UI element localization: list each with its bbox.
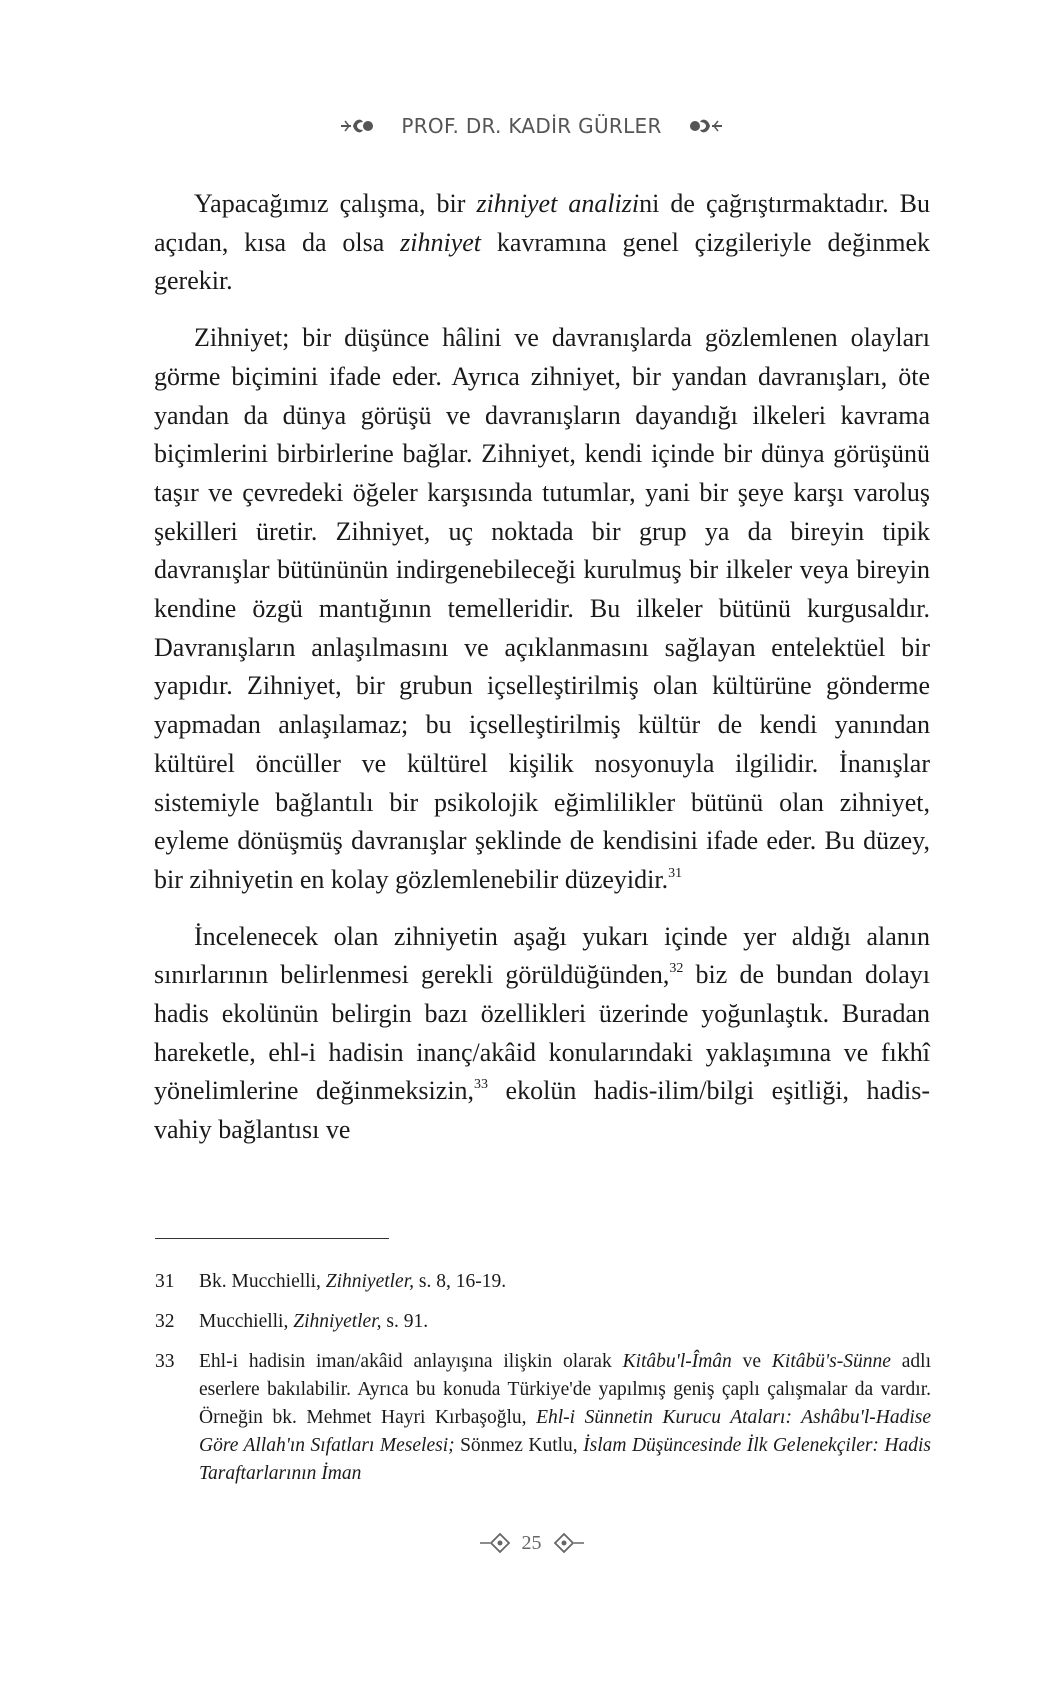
footnote-ref-31[interactable]: 31 xyxy=(668,865,683,881)
footnote-text xyxy=(199,1308,931,1336)
footnote-separator xyxy=(155,1238,389,1239)
footnote-33-text-2: ve xyxy=(731,1351,772,1372)
p1-text-3: kavramına genel çizgileriyle değinmek gerekir. xyxy=(154,227,930,296)
footnote-text xyxy=(199,1348,931,1488)
body-text xyxy=(154,185,930,1168)
footnote-33-italic-4: İslam Düşüncesinde İlk Gelenekçiler: Hadis Taraftarlarının İman xyxy=(199,1435,931,1484)
footnote-number: 31 xyxy=(155,1271,175,1292)
footnotes xyxy=(155,1268,931,1500)
p2-text: Zihniyet; bir düşünce hâlini ve davranışlarda gözlemlenen olayları görme biçimini ifade eder. Ayrıca zihniyet, bir yandan davranışları, öte yandan da dünya görüşü ve davranışların dayandığı ilkeleri kavrama biçimlerini birbirlerine bağlar. Zihniyet, kendi içinde bir dünya görüşünü taşır ve çevredeki öğeler karşısında tutumlar, yani bir şeye karşı varoluş şekilleri üretir. Zihniyet, uç noktada bir grup ya da bireyin tipik davranışlar bütününün indirgenebileceği kurulmuş bir ilkeler veya bireyin kendine özgü mantığının temelleridir. Bu ilkeler bütünü kurgusaldır. Davranışların anlaşılmasını ve açıklanmasını sağlayan entelektüel bir yapıdır. Zihniyet, bir grubun içselleştirilmiş olan kültürüne gönderme yapmadan anlaşılamaz; bu içselleştirilmiş kültür de kendi yanından kültürel öncüller ve kültürel kişilik nosyonuyla ilgilidir. İnanışlar sistemiyle bağlantılı bir psikolojik eğimlilikler bütünü olan zihniyet, eyleme dönüşmüş davranışlar şeklinde de kendisini ifade eder. Bu düzey, bir zihniyetin en kolay gözlemlenebilir düzeyidir. xyxy=(154,323,930,894)
running-header-title: PROF. DR. KADİR GÜRLER xyxy=(401,114,662,138)
footnote-ref-33[interactable]: 33 xyxy=(474,1077,489,1093)
p3-text-2: biz de bundan dolayı hadis ekolünün belirgin bazı özellikleri üzerinde yoğunlaştık. Buradan hareketle, ehl-i hadisin inanç/akâid konularındaki yaklaşımına ve fıkhî yönelimlerine değinmeksizin, xyxy=(154,960,930,1106)
footnote-31-text-1: Bk. Mucchielli, xyxy=(199,1271,326,1292)
diamond-ornament-left-icon xyxy=(478,1531,512,1555)
footnote-31-text-2: s. 8, 16-19. xyxy=(414,1271,507,1292)
footnote-33-italic-3: Ehl-i Sünnetin Kurucu Ataları: Ashâbu'l-Hadise Göre Allah'ın Sıfatları Meselesi; xyxy=(199,1407,931,1456)
footnote-33-text-1: Ehl-i hadisin iman/akâid anlayışına ilişkin olarak xyxy=(199,1351,623,1372)
page-number: 25 xyxy=(521,1531,542,1554)
footnote-number: 32 xyxy=(155,1311,175,1332)
p1-italic-1: zihniyet analizi xyxy=(476,189,640,218)
paragraph-2 xyxy=(154,319,930,900)
p1-italic-2: zihniyet xyxy=(400,227,482,257)
footnote-33-text-3: adlı eserlere bakılabilir. Ayrıca bu konuda Türkiye'de yapılmış geniş çaplı çalışmalar da vardır. Örneğin bk. Mehmet Hayri Kırbaşoğlu, xyxy=(199,1351,931,1428)
footnote-33-text-4: Sönmez Kutlu, xyxy=(454,1435,584,1456)
footnote-33-italic-2: Kitâbü's-Sünne xyxy=(771,1351,891,1372)
paragraph-1 xyxy=(154,185,930,301)
footnote-33-italic-1: Kitâbu'l-Îmân xyxy=(622,1351,732,1372)
footnote-32-text-2: s. 91. xyxy=(381,1311,429,1332)
footnote-ref-32[interactable]: 32 xyxy=(669,961,684,977)
p1-text-2: ni de çağrıştırmaktadır. Bu açıdan, kısa da olsa xyxy=(154,189,930,257)
footnote-number: 33 xyxy=(155,1351,175,1372)
fleuron-left-icon xyxy=(339,115,375,137)
footnote-33 xyxy=(155,1348,931,1488)
page-footer xyxy=(0,1528,1063,1558)
paragraph-3 xyxy=(154,918,930,1150)
p3-text-3: ekolün hadis-ilim/bilgi eşitliği, hadis-vahiy bağlantısı ve xyxy=(154,1076,930,1145)
fleuron-right-icon xyxy=(688,115,724,137)
footnote-31 xyxy=(155,1268,931,1296)
footnote-32 xyxy=(155,1308,931,1336)
p3-text-1: İncelenecek olan zihniyetin aşağı yukarı içinde yer aldığı alanın sınırlarının belirlenmesi gerekli görüldüğünden, xyxy=(154,921,930,990)
footnote-31-italic-1: Zihniyetler, xyxy=(325,1271,415,1292)
p1-text-1: Yapacağımız çalışma, bir xyxy=(194,189,477,218)
diamond-ornament-right-icon xyxy=(552,1531,586,1555)
footnote-32-text-1: Mucchielli, xyxy=(199,1311,294,1332)
footnote-32-italic-1: Zihniyetler, xyxy=(293,1311,382,1332)
footnote-text xyxy=(199,1268,931,1296)
running-header xyxy=(0,106,1063,146)
